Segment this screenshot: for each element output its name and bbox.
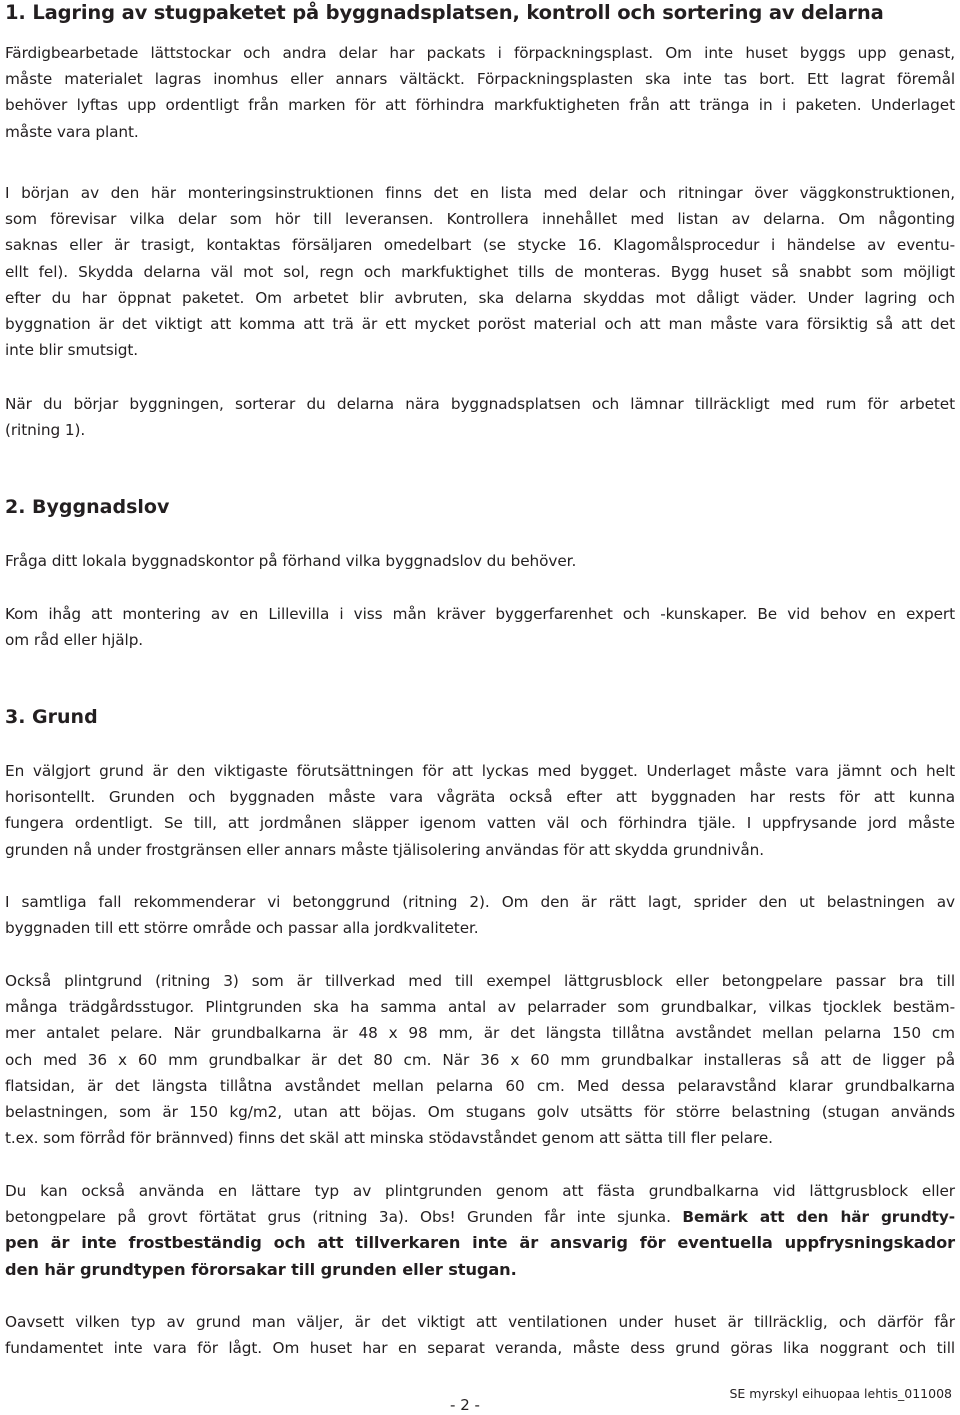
emphasis-line: pen är inte frostbeständig och att tillverkaren inte är ansvarig för eventuella uppfrysningskador <box>5 1233 955 1253</box>
text-line: byggnaden till ett större område och passar alla jordkvaliteter. <box>5 919 479 938</box>
text-line: Också plintgrund (ritning 3) som är tillverkad med till exempel lättgrusblock eller betongpelare passar bra till <box>5 972 955 990</box>
text-line: ellt fel). Skydda delarna väl mot sol, regn och markfuktighet tills de monteras. Bygg huset så snabbt som möjligt <box>5 262 955 281</box>
section-2-paragraph-1 <box>5 548 576 574</box>
text-line: Oavsett vilken typ av grund man väljer, är det viktigt att ventilationen under huset är tillräcklig, och därför får <box>5 1313 955 1331</box>
section-1-paragraph-2 <box>5 180 955 363</box>
section-3-heading: 3. Grund <box>5 706 98 728</box>
text-line: som förevisar vilka delar som hör till leveransen. Kontrollera innehållet med listan av delarna. Om någonting <box>5 210 955 229</box>
text-line-mixed <box>5 1204 955 1230</box>
emphasis-text: Bemärk att den här grundty- <box>682 1208 956 1227</box>
text-line: Färdigbearbetade lättstockar och andra delar har packats i förpackningsplast. Om inte huset byggs upp genast, <box>5 44 955 62</box>
page-number-text: - 2 - <box>450 1396 480 1414</box>
text-line: I början av den här monteringsinstruktionen finns det en lista med delar och ritningar över väggkonstruktionen, <box>5 184 955 202</box>
text-line: byggnation är det viktigt att komma att trä är ett mycket poröst material och att man måste vara försiktig så att det <box>5 315 955 334</box>
text-run: betongpelare på grovt förtätat grus (ritning 3a). Obs! Grunden får inte sjunka. <box>5 1208 683 1227</box>
text-line: efter du har öppnat paketet. Om arbetet blir avbruten, ska delarna skyddas mot dåligt väder. Under lagring och <box>5 288 955 307</box>
text-line: många trädgårdsstugor. Plintgrunden ska ha samma antal av pelarrader som grundbalkar, vilkas tjocklek bestäm- <box>5 998 955 1017</box>
text-line: Kom ihåg att montering av en Lillevilla i viss mån kräver byggerfarenhet och -kunskaper. Be vid behov en expert <box>5 605 955 623</box>
text-line: fundamentet inte vara för lågt. Om huset har en separat veranda, måste dess grund göras lika noggrant och till <box>5 1339 955 1358</box>
text-line: om råd eller hjälp. <box>5 631 144 650</box>
section-3-paragraph-5 <box>5 1309 955 1361</box>
text-line: (ritning 1). <box>5 421 86 440</box>
text-line: måste vara plant. <box>5 122 139 141</box>
text-line: I samtliga fall rekommenderar vi betonggrund (ritning 2). Om den är rätt lagt, sprider den ut belastningen av <box>5 893 955 911</box>
text-line: inte blir smutsigt. <box>5 341 139 360</box>
text-line: flatsidan, är det längsta tillåtna avståndet mellan pelarna 60 cm. Med dessa pelaravstånd klarar grundbalkarna <box>5 1076 955 1095</box>
section-3-paragraph-1 <box>5 758 955 863</box>
text-line: Fråga ditt lokala byggnadskontor på förhand vilka byggnadslov du behöver. <box>5 552 577 570</box>
section-2-paragraph-2 <box>5 601 955 653</box>
text-line: mer antalet pelare. När grundbalkarna är 48 x 98 mm, är det längsta tillåtna avståndet mellan pelarna 150 cm <box>5 1024 955 1043</box>
text-line: Du kan också använda en lättare typ av plintgrunden genom att fästa grundbalkarna vid lättgrusblock eller <box>5 1182 955 1200</box>
text-line: och med 36 x 60 mm grundbalkar är det 80 cm. När 36 x 60 mm grundbalkar installeras så att de ligger på <box>5 1050 955 1069</box>
text-line: belastningen, som är 150 kg/m2, utan att böjas. Om stugans golv utsätts för större belastning (stugan används <box>5 1103 955 1122</box>
section-1-paragraph-3 <box>5 391 955 443</box>
text-line: t.ex. som förråd för brännved) finns det skäl att minska stödavståndet genom att sätta till fler pelare. <box>5 1129 773 1148</box>
section-3-paragraph-4 <box>5 1178 955 1283</box>
section-1-paragraph-1 <box>5 40 955 145</box>
section-2-heading: 2. Byggnadslov <box>5 496 170 518</box>
text-line: behöver lyftas upp ordentligt från marken för att förhindra markfuktigheten från att tränga in i paketen. Underlaget <box>5 96 955 115</box>
section-3-paragraph-2 <box>5 889 955 941</box>
document-id: SE myrskyl eihuopaa lehtis_011008 <box>729 1386 952 1401</box>
text-line: saknas eller är trasigt, kontaktas försäljaren omedelbart (se stycke 16. Klagomålsprocedur i händelse av eventu- <box>5 236 955 255</box>
emphasis-line: den här grundtypen förorsakar till grunden eller stugan. <box>5 1259 517 1279</box>
section-1-heading: 1. Lagring av stugpaketet på byggnadsplatsen, kontroll och sortering av delarna <box>5 1 884 24</box>
text-line: fungera ordentligt. Se till, att jordmånen släpper igenom vatten väl och förhindra tjäle. I uppfrysande jord måste <box>5 814 955 833</box>
text-line: När du börjar byggningen, sorterar du delarna nära byggnadsplatsen och lämnar tillräckligt med rum för arbetet <box>5 395 955 413</box>
text-line: grunden nå under frostgränsen eller annars måste tjälisolering användas för att skydda grundnivån. <box>5 840 764 859</box>
section-3-paragraph-3 <box>5 968 955 1151</box>
text-line: En välgjort grund är den viktigaste förutsättningen för att lyckas med bygget. Underlaget måste vara jämnt och helt <box>5 762 955 780</box>
text-line: måste materialet lagras inomhus eller annars vältäckt. Förpackningsplasten ska inte tas bort. Ett lagrat föremål <box>5 70 955 89</box>
text-line: horisontellt. Grunden och byggnaden måste vara vågräta också efter att byggnaden har rests för att kunna <box>5 788 955 807</box>
